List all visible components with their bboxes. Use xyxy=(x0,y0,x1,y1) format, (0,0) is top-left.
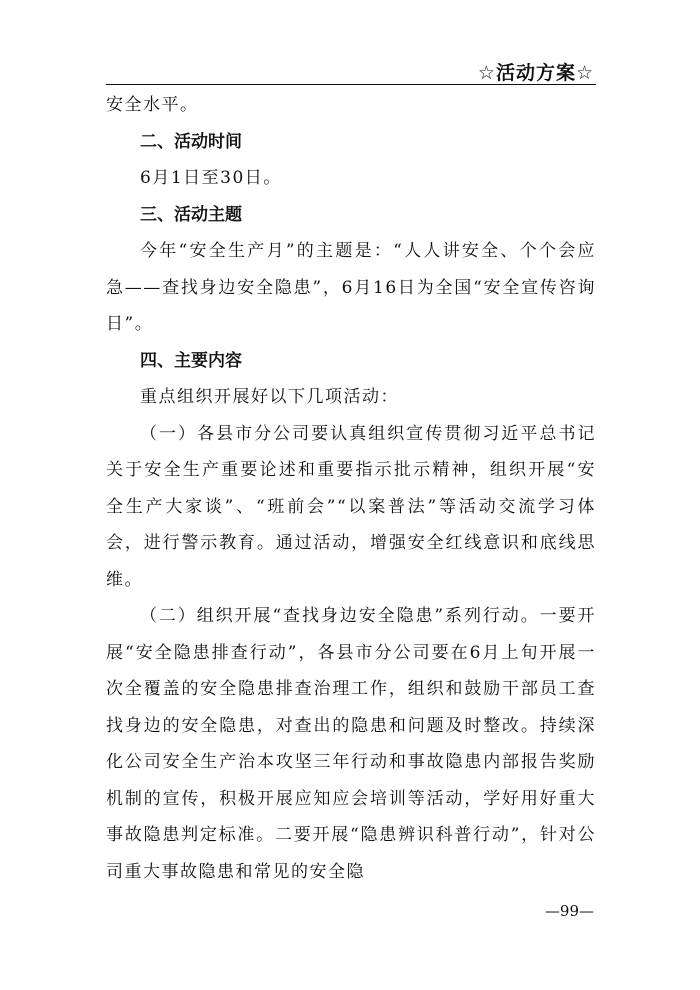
paragraph-activity-time: 6月1日至30日。 xyxy=(140,168,282,188)
section-heading-time: 二、活动时间 xyxy=(140,131,242,152)
document-header-title: ☆活动方案☆ xyxy=(477,62,594,84)
section-heading-theme: 三、活动主题 xyxy=(140,204,242,225)
paragraph-item-1: （一）各县市分公司要认真组织宣传贯彻习近平总书记关于安全生产重要论述和重要指示批示精神，组织开展“安全生产大家谈”、“班前会”“以案普法”等活动交流学习体会，进行警示教育。通过活动，增强安全红线意识和底线思维。 xyxy=(106,423,596,590)
section-heading-content: 四、主要内容 xyxy=(140,350,242,371)
header-rule xyxy=(106,84,596,85)
paragraph-content-intro: 重点组织开展好以下几项活动： xyxy=(140,387,399,407)
paragraph-continuation: 安全水平。 xyxy=(106,95,199,115)
page-number: —99— xyxy=(544,902,594,920)
paragraph-activity-theme: 今年“安全生产月”的主题是：“人人讲安全、个个会应急——查找身边安全隐患”，6月16日为全国“安全宣传咨询日”。 xyxy=(106,241,596,334)
paragraph-item-2: （二）组织开展“查找身边安全隐患”系列行动。一要开展“安全隐患排查行动”，各县市分公司要在6月上旬开展一次全覆盖的安全隐患排查治理工作，组织和鼓励干部员工查找身边的安全隐患，对查出的隐患和问题及时整改。持续深化公司安全生产治本攻坚三年行动和事故隐患内部报告奖励机制的宣传，积极开展应知应会培训等活动，学好用好重大事故隐患判定标准。二要开展“隐患辨识科普行动”，针对公司重大事故隐患和常见的安全隐 xyxy=(106,606,596,882)
document-body xyxy=(106,87,596,890)
